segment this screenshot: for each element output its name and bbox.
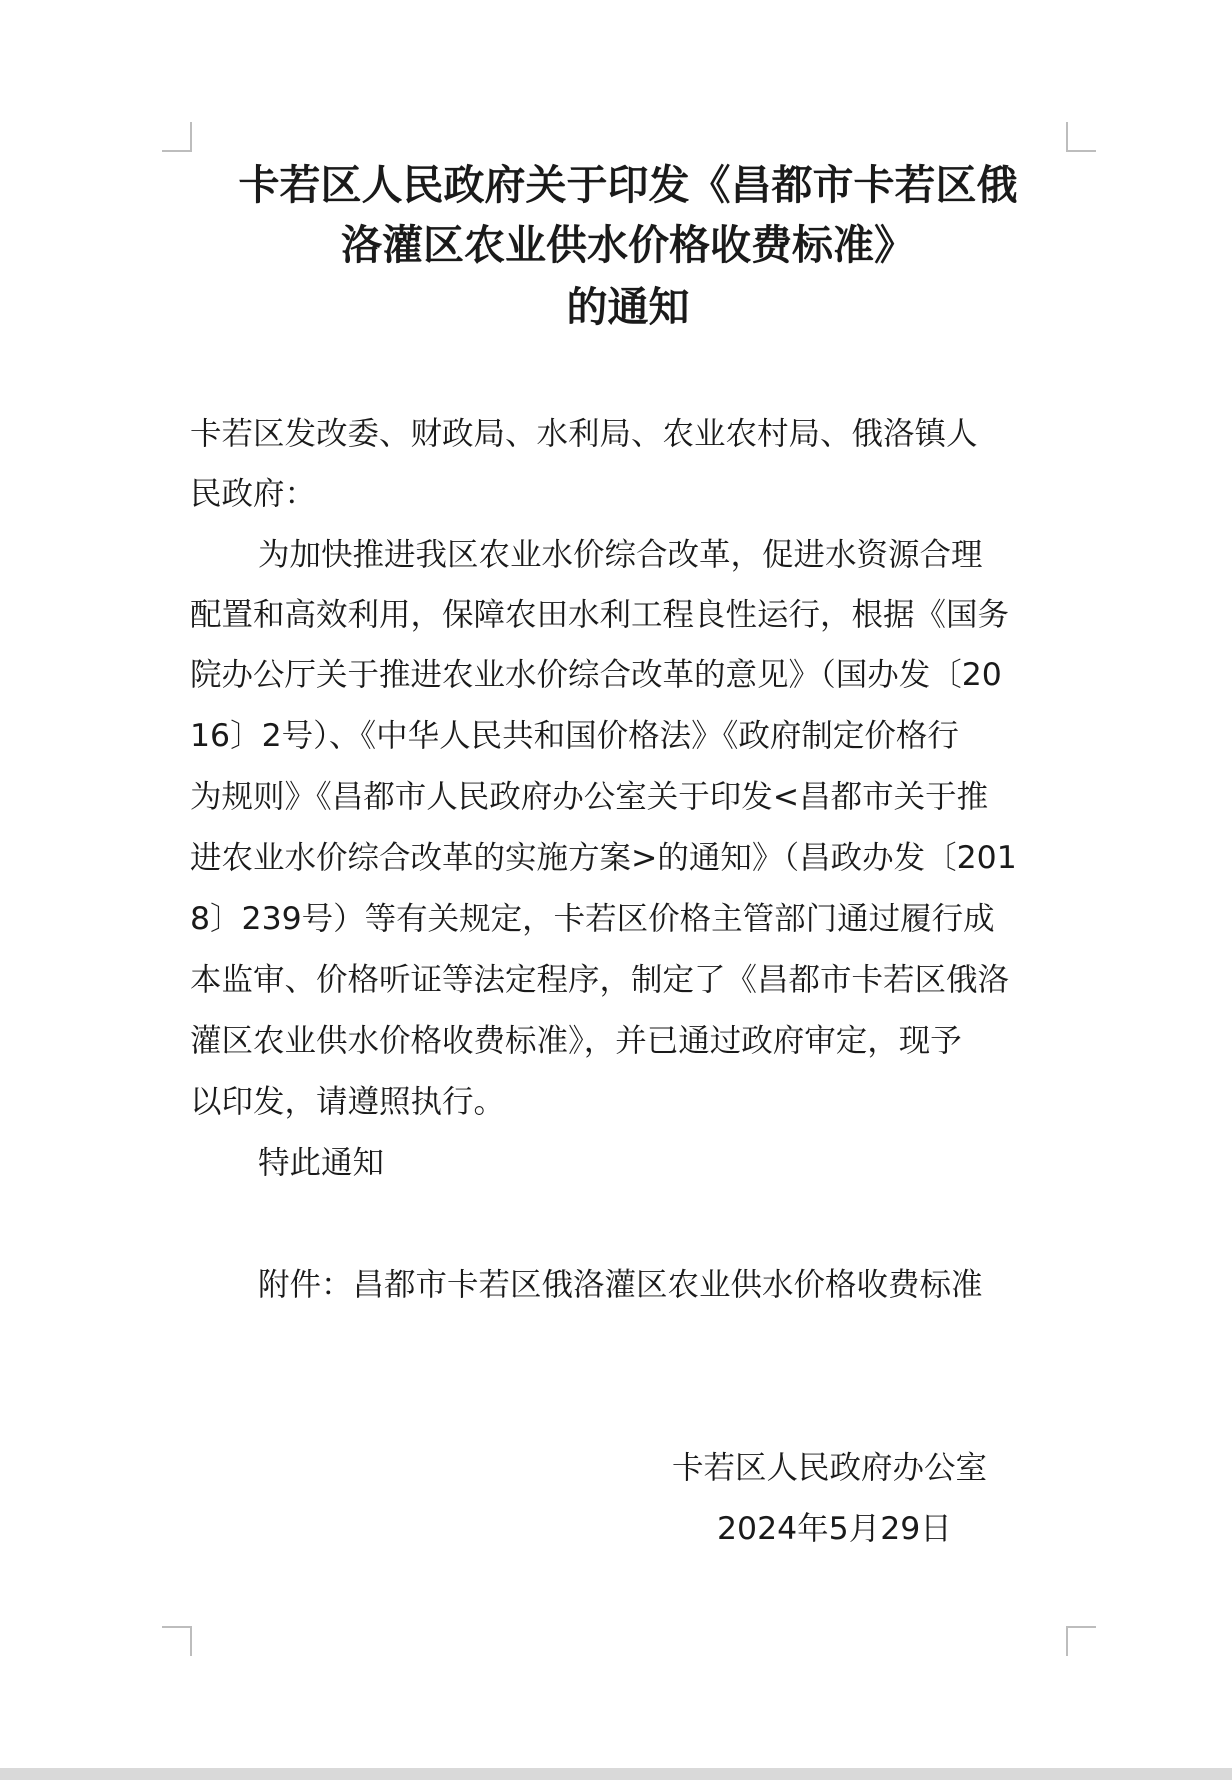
closing-text: 特此通知 — [258, 1145, 385, 1181]
body-line-2: 配置和高效利用，保障农田水利工程良性运行，根据《国务 — [190, 597, 1010, 633]
viewer-bottom-strip — [0, 1768, 1232, 1780]
signature-org: 卡若区人民政府办公室 — [672, 1450, 988, 1486]
crop-mark-top-right — [1066, 122, 1096, 152]
body-line-7: 8〕239号）等有关规定，卡若区价格主管部门通过履行成 — [190, 901, 995, 937]
body-line-8: 本监审、价格听证等法定程序，制定了《昌都市卡若区俄洛 — [190, 962, 1010, 998]
crop-mark-top-left — [162, 122, 192, 152]
document-title-line-3: 的通知 — [566, 283, 690, 331]
body-line-9: 灌区农业供水价格收费标准》，并已通过政府审定，现予 — [190, 1023, 962, 1059]
addressee-line-1: 卡若区发改委、财政局、水利局、农业农村局、俄洛镇人 — [190, 416, 978, 452]
signature-date: 2024年5月29日 — [717, 1511, 952, 1547]
crop-mark-bottom-left — [162, 1626, 192, 1656]
body-line-1: 为加快推进我区农业水价综合改革，促进水资源合理 — [258, 537, 983, 573]
body-line-3: 院办公厅关于推进农业水价综合改革的意见》（国办发〔20 — [190, 657, 1002, 693]
body-line-5: 为规则》《昌都市人民政府办公室关于印发<昌都市关于推 — [190, 779, 989, 815]
document-title-line-1: 卡若区人民政府关于印发《昌都市卡若区俄 — [238, 161, 1018, 209]
body-line-4: 16〕2号）、《中华人民共和国价格法》《政府制定价格行 — [190, 718, 959, 754]
addressee-line-2: 民政府： — [190, 476, 317, 512]
crop-mark-bottom-right — [1066, 1626, 1096, 1656]
body-line-6: 进农业水价综合改革的实施方案>的通知》（昌政办发〔201 — [190, 840, 1017, 876]
document-title-line-2: 洛灌区农业供水价格收费标准》 — [341, 221, 915, 269]
body-line-10: 以印发，请遵照执行。 — [190, 1084, 506, 1120]
attachment-text: 附件：昌都市卡若区俄洛灌区农业供水价格收费标准 — [258, 1267, 983, 1303]
